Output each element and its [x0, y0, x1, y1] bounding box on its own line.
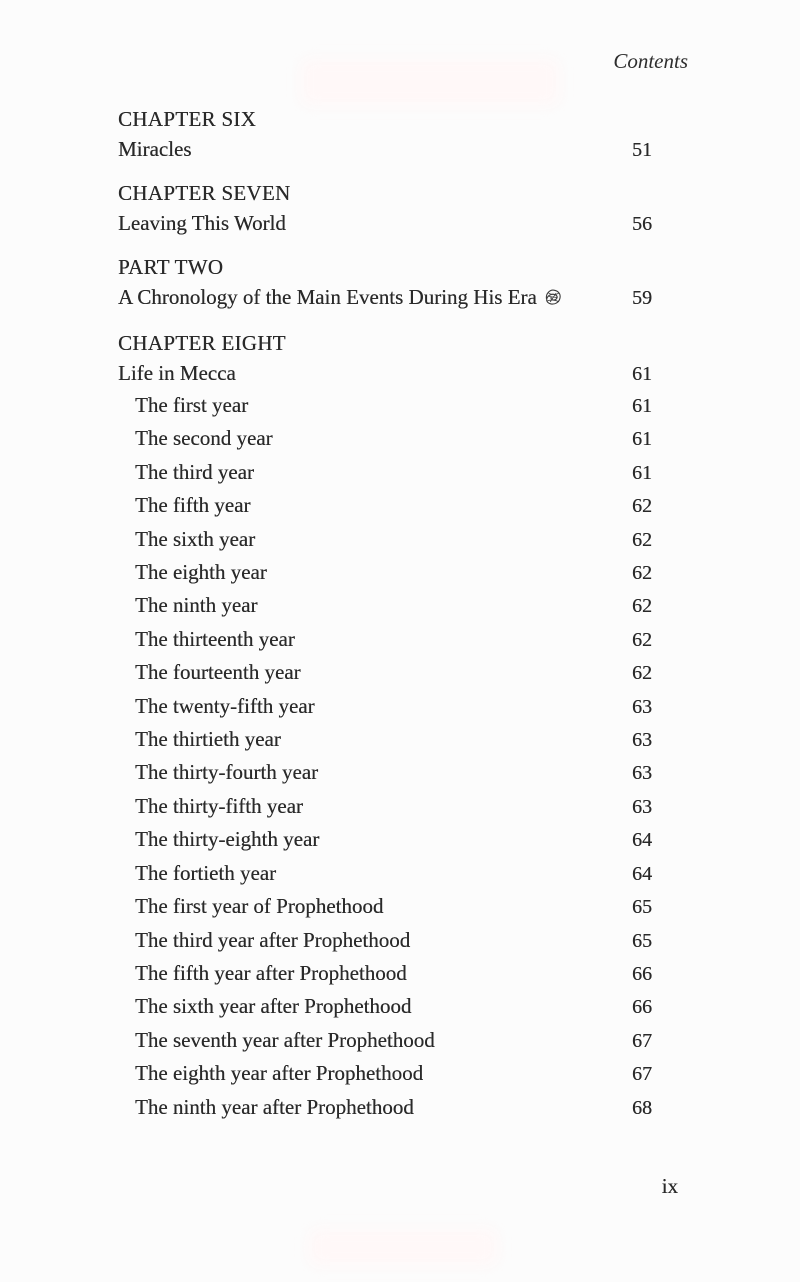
section-title [118, 208, 286, 238]
entry-label: The fortieth year [135, 860, 277, 885]
entry-label: The eighth year [135, 560, 267, 585]
toc-entry-row [118, 890, 652, 923]
toc-entry-row [118, 723, 652, 756]
entry-label: The thirty-fourth year [135, 760, 319, 785]
entry-page-number: 68 [632, 1096, 652, 1119]
section-heading: CHAPTER SIX [118, 107, 257, 131]
entry-label: The fifth year [135, 493, 251, 518]
section-heading: PART TWO [118, 255, 224, 279]
entry-label: The eighth year after Prophethood [135, 1061, 424, 1086]
toc-entry-row [118, 623, 652, 656]
entry-page-number: 62 [632, 662, 652, 685]
toc-entry-row [118, 456, 652, 489]
entry-page-number: 64 [632, 862, 652, 885]
entry-label: The first year of Prophethood [135, 894, 384, 919]
section-title [118, 358, 236, 388]
toc-entry-row [118, 523, 652, 556]
entry-label: The thirteenth year [135, 626, 295, 651]
section-title-text: Leaving This World [118, 211, 286, 235]
toc-entry-row [118, 857, 652, 890]
entry-label: The second year [135, 426, 273, 451]
entry-page-number: 63 [632, 795, 652, 818]
toc-entry-row [118, 790, 652, 823]
section-page-number: 59 [632, 287, 652, 309]
toc-entry-row [118, 957, 652, 990]
section-title [118, 134, 191, 164]
entry-label: The third year [135, 459, 254, 484]
entry-page-number: 65 [632, 929, 652, 952]
entry-label: The third year after Prophethood [135, 927, 411, 952]
section-title-text: Miracles [118, 137, 192, 161]
entry-page-number: 63 [632, 695, 652, 718]
page-number-folio: ix [661, 1173, 678, 1198]
section-title [118, 282, 563, 315]
entry-label: The first year [135, 393, 249, 417]
toc-section-title-row [118, 134, 652, 165]
entry-label: The seventh year after Prophethood [135, 1027, 435, 1052]
toc-section-heading-row [118, 104, 652, 134]
toc-entry-row [118, 990, 652, 1023]
entry-page-number: 62 [632, 595, 652, 618]
toc-list [118, 104, 652, 1124]
toc-section-title-row [118, 282, 652, 315]
entry-page-number: 62 [632, 528, 652, 551]
toc-entry-row [118, 389, 652, 422]
entry-label: The thirty-fifth year [135, 793, 303, 818]
section-page-number: 61 [632, 363, 652, 385]
section-heading: CHAPTER SEVEN [118, 181, 291, 205]
toc-section-heading-row [118, 178, 652, 208]
entry-page-number: 64 [632, 829, 652, 852]
entry-label: The sixth year [135, 526, 256, 551]
entry-page-number: 61 [632, 428, 652, 451]
entry-page-number: 61 [632, 461, 652, 484]
section-page-number: 56 [632, 213, 652, 235]
entry-label: The twenty-fifth year [135, 693, 315, 718]
entry-page-number: 61 [632, 395, 652, 417]
pbuh-calligraphy-icon [543, 285, 563, 315]
toc-entry-row [118, 589, 652, 622]
toc-entry-row [118, 489, 652, 522]
entry-page-number: 67 [632, 1029, 652, 1052]
section-title-text: A Chronology of the Main Events During His Era [118, 285, 537, 309]
toc-entry-row [118, 1057, 652, 1090]
entry-page-number: 63 [632, 729, 652, 752]
entry-label: The fifth year after Prophethood [135, 960, 407, 985]
entry-page-number: 62 [632, 495, 652, 518]
entry-page-number: 67 [632, 1063, 652, 1086]
toc-section [118, 252, 652, 315]
entry-label: The thirtieth year [135, 727, 281, 752]
running-head: Contents [613, 49, 688, 73]
toc-section-heading-row [118, 252, 652, 282]
section-entries [118, 389, 652, 1124]
entry-label: The ninth year after Prophethood [135, 1094, 414, 1119]
entry-page-number: 65 [632, 896, 652, 919]
entry-page-number: 62 [632, 562, 652, 585]
toc-section-title-row [118, 358, 652, 389]
toc-entry-row [118, 1091, 652, 1124]
entry-page-number: 63 [632, 762, 652, 785]
toc-entry-row [118, 690, 652, 723]
toc-entry-row [118, 823, 652, 856]
section-title-text: Life in Mecca [118, 361, 236, 385]
toc-entry-row [118, 556, 652, 589]
section-page-number: 51 [632, 139, 652, 161]
section-heading: CHAPTER EIGHT [118, 331, 286, 355]
scan-smudge-bottom [308, 1228, 498, 1266]
toc-section [118, 328, 652, 1124]
toc-entry-row [118, 1024, 652, 1057]
entry-page-number: 66 [632, 962, 652, 985]
toc-section [118, 178, 652, 239]
toc-entry-row [118, 422, 652, 455]
entry-page-number: 62 [632, 628, 652, 651]
toc-section-heading-row [118, 328, 652, 358]
entry-page-number: 66 [632, 996, 652, 1019]
toc-entry-row [118, 756, 652, 789]
entry-label: The thirty-eighth year [135, 827, 320, 852]
toc-entry-row [118, 656, 652, 689]
entry-label: The fourteenth year [135, 660, 301, 685]
entry-label: The ninth year [135, 593, 258, 618]
toc-section-title-row [118, 208, 652, 239]
toc-section [118, 104, 652, 165]
entry-label: The sixth year after Prophethood [135, 994, 412, 1019]
toc-entry-row [118, 924, 652, 957]
